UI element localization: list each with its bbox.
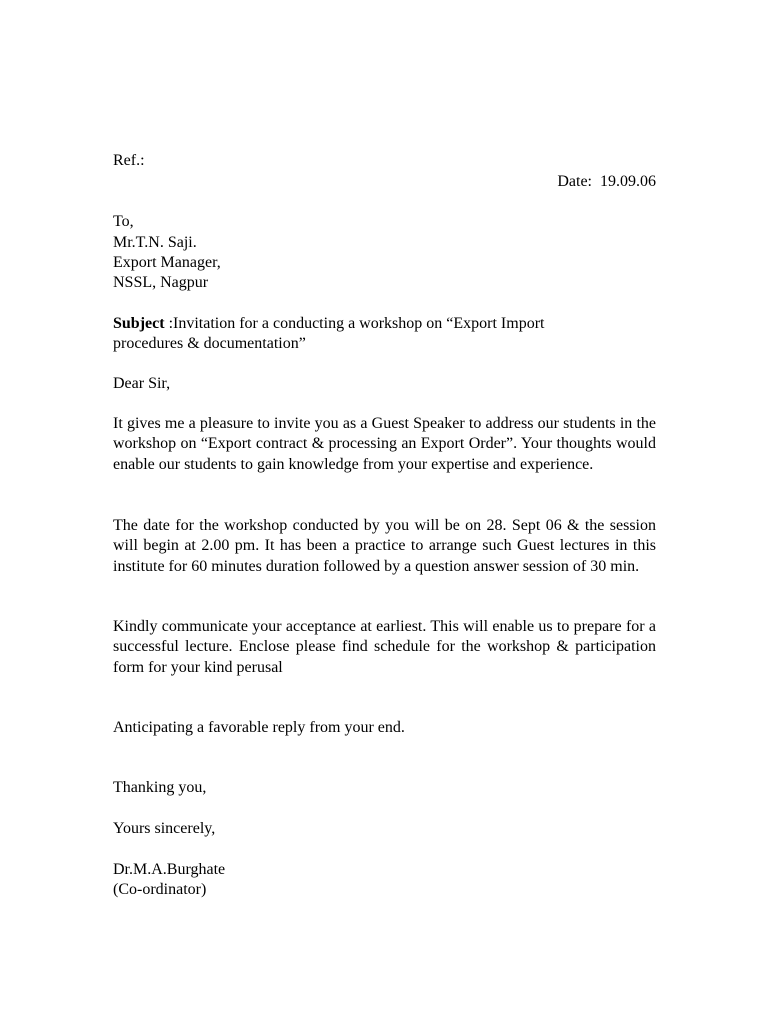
date-value: 19.09.06 <box>600 173 656 190</box>
body-paragraph-invitation: It gives me a pleasure to invite you as a Guest Speaker to address our students in the workshop on “Export contract & processing an Export Order”. Your thoughts would enable our students to gain knowledge from your expertise and experience. <box>113 415 656 473</box>
recipient-organization: NSSL, Nagpur <box>113 274 209 291</box>
recipient-name: Mr.T.N. Saji. <box>113 234 197 251</box>
recipient-title: Export Manager, <box>113 254 221 271</box>
signatory-role: (Co-ordinator) <box>113 881 207 898</box>
ref-label: Ref.: <box>113 152 145 169</box>
subject-text-line1: :Invitation for a conducting a workshop on “Export Import <box>168 315 545 332</box>
to-label: To, <box>113 213 134 230</box>
letter-page <box>113 0 656 1024</box>
body-paragraph-acceptance: Kindly communicate your acceptance at earliest. This will enable us to prepare for a successful lecture. Enclose please find schedule for the workshop & participation form for your kind perusal <box>113 618 656 676</box>
thanking-line: Thanking you, <box>113 779 207 796</box>
subject-text-line2: procedures & documentation” <box>113 335 306 352</box>
closing-line: Yours sincerely, <box>113 820 216 837</box>
anticipation-line: Anticipating a favorable reply from your end. <box>113 719 405 736</box>
body-paragraph-schedule: The date for the workshop conducted by you will be on 28. Sept 06 & the session will begin at 2.00 pm. It has been a practice to arrange such Guest lectures in this institute for 60 minutes duration followed by a question answer session of 30 min. <box>113 517 656 575</box>
signatory-name: Dr.M.A.Burghate <box>113 861 226 878</box>
subject-label: Subject <box>113 315 165 332</box>
salutation: Dear Sir, <box>113 375 171 392</box>
date-label: Date: <box>557 173 592 190</box>
date-line <box>557 172 656 192</box>
subject-line <box>113 314 544 334</box>
